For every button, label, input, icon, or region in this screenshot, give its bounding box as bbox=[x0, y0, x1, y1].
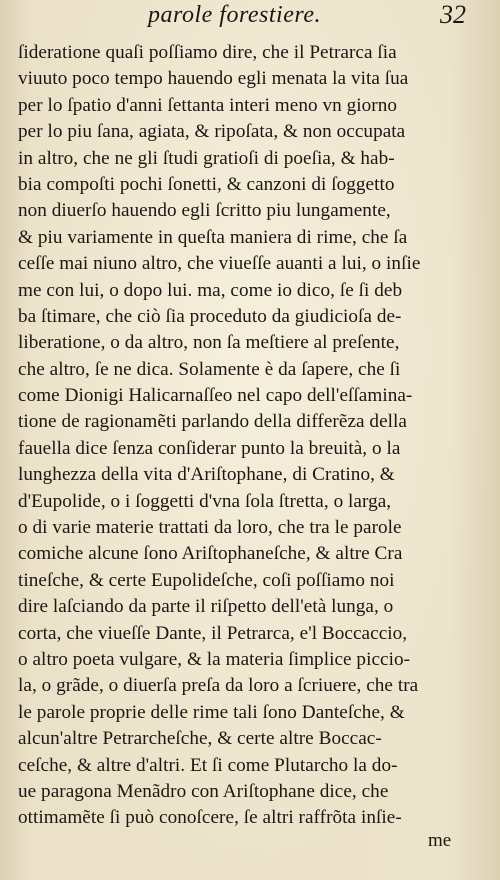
text-line: corta, che viueſſe Dante, il Petrarca, e'l Boccaccio, bbox=[18, 622, 408, 644]
text-line: bia compoſti pochi ſonetti, & canzoni di ſoggetto bbox=[18, 173, 395, 195]
text-line: o altro poeta vulgare, & la materia ſimplice picciо- bbox=[18, 648, 411, 670]
text-line: liberatione, o da altro, non ſa meſtiere al preſente, bbox=[18, 332, 400, 354]
text-line: fauella dice ſenza conſiderar punto la breuità, o la bbox=[18, 437, 401, 459]
text-line: o di varie materie trattati da loro, che tra le parole bbox=[18, 517, 402, 539]
text-line: ba ſtimare, che ciò ſia proceduto da giudicioſa de- bbox=[18, 305, 402, 327]
text-line: comiche alcune ſono Ariſtophaneſche, & altre Cra bbox=[18, 543, 403, 565]
text-line: d'Eupolide, o i ſoggetti d'vna ſola ſtretta, o larga, bbox=[18, 490, 392, 512]
text-line: per lo piu ſana, agiata, & ripoſata, & non occupata bbox=[18, 121, 406, 143]
text-line: me con lui, o dopo lui. ma, come io dico, ſe ſi deb bbox=[18, 279, 403, 301]
page-number: 32 bbox=[440, 0, 466, 29]
text-line: viuuto poco tempo hauendo egli menata la vita ſua bbox=[18, 68, 409, 90]
text-line: per lo ſpatio d'anni ſettanta interi meno vn giorno bbox=[18, 94, 398, 116]
text-line: alcun'altre Petrarcheſche, & certe altre Boccac- bbox=[18, 728, 382, 750]
text-line: in altro, che ne gli ſtudi gratioſi di poeſia, & hab- bbox=[18, 147, 395, 169]
text-line: come Dionigi Halicarnaſſeo nel capo dell'eſſamina- bbox=[18, 385, 413, 407]
page-header bbox=[18, 0, 486, 40]
text-line: & piu variamente in queſta maniera di rime, che ſa bbox=[18, 226, 408, 248]
text-line: ceſche, & altre d'altri. Et ſi come Plutarcho la do- bbox=[18, 754, 398, 776]
text-line: lunghezza della vita d'Ariſtophane, di Cratino, & bbox=[18, 464, 395, 486]
text-line: tione de ragionamẽti parlando della differẽza della bbox=[18, 411, 407, 433]
catchword: me bbox=[428, 830, 452, 851]
text-line: la, o grãde, o diuerſa preſa da loro a ſcriuere, che tra bbox=[18, 675, 419, 697]
text-line: tineſche, & certe Eupolideſche, coſi poſſiamo noi bbox=[18, 569, 395, 591]
text-line: ſideratione quaſi poſſiamo dire, che il Petrarca ſia bbox=[18, 42, 397, 63]
text-line: ceſſe mai niuno altro, che viueſſe auanti a lui, o inſie bbox=[18, 253, 421, 275]
body-text bbox=[18, 40, 486, 832]
text-line: dire laſciando da parte il riſpetto dell'età lunga, o bbox=[18, 596, 394, 618]
text-line: ue paragona Menãdro con Ariſtophane dice, che bbox=[18, 780, 389, 802]
running-head: parole forestiere. bbox=[148, 2, 321, 28]
text-line: ottimamẽte ſi può conoſcere, ſe altri raffrõta inſie- bbox=[18, 807, 402, 829]
text-line: non diuerſo hauendo egli ſcritto piu lungamente, bbox=[18, 200, 391, 222]
text-line: le parole proprie delle rime tali ſono Danteſche, & bbox=[18, 701, 405, 723]
text-line: che altro, ſe ne dica. Solamente è da ſapere, che ſi bbox=[18, 358, 401, 380]
